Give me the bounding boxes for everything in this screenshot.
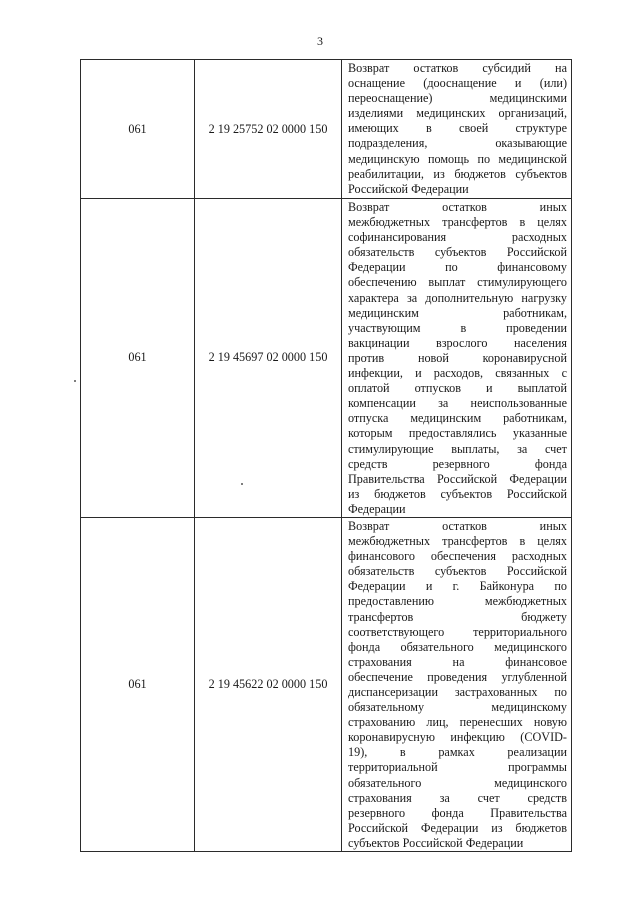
- description-line: 19), в рамках реализации: [348, 745, 567, 760]
- description-line: страхования на финансовое: [348, 654, 567, 669]
- description-line: страхования за счет средств: [348, 790, 567, 805]
- description-line: Федерации: [348, 501, 406, 516]
- budget-code-cell: 2 19 45622 02 0000 150: [195, 517, 342, 851]
- budget-code-cell: 2 19 45697 02 0000 150: [195, 199, 342, 518]
- description-line: оснащение (дооснащение и (или): [348, 76, 567, 91]
- description-cell: [342, 517, 572, 851]
- table-row: [81, 517, 572, 851]
- description-line: изделиями медицинских организаций,: [348, 106, 567, 121]
- description-line: из бюджетов субъектов Российской: [348, 486, 567, 501]
- description-line: обязательств субъектов Российской: [348, 245, 567, 260]
- description-line: резервного фонда Правительства: [348, 805, 567, 820]
- description-line: компенсации за неиспользованные: [348, 396, 567, 411]
- description-line: финансового обеспечения расходных: [348, 549, 567, 564]
- description-line: Федерации по финансовому: [348, 260, 567, 275]
- administrator-code-cell: 061: [81, 199, 195, 518]
- description-line: обязательного медицинского: [348, 775, 567, 790]
- page-number: 3: [317, 34, 323, 48]
- description-line: обеспечение проведения углубленной: [348, 669, 567, 684]
- table-row: [81, 199, 572, 518]
- description-line: инфекции, и расходов, связанных с: [348, 366, 567, 381]
- description-line: имеющих в своей структуре: [348, 121, 567, 136]
- description-line: трансфертов бюджету: [348, 609, 567, 624]
- description-cell: [342, 199, 572, 518]
- description-line: Возврат остатков иных: [348, 200, 567, 214]
- description-line: характера за дополнительную нагрузку: [348, 290, 567, 305]
- description-line: Российской Федерации из бюджетов: [348, 820, 567, 835]
- description-line: подразделения, оказывающие: [348, 136, 567, 151]
- description-line: переоснащение) медицинскими: [348, 91, 567, 106]
- description-cell: [342, 60, 572, 199]
- description-line: медицинским работникам,: [348, 305, 567, 320]
- description-line: Российской Федерации: [348, 181, 469, 196]
- description-line: межбюджетных трансфертов в целях: [348, 534, 567, 549]
- description-line: медицинскую помощь по медицинской: [348, 151, 567, 166]
- description-line: Возврат остатков субсидий на: [348, 61, 567, 75]
- description-line: обязательств субъектов Российской: [348, 564, 567, 579]
- description-line: субъектов Российской Федерации: [348, 835, 524, 850]
- description-line: стимулирующие выплаты, за счет: [348, 441, 567, 456]
- description-line: предоставлению межбюджетных: [348, 594, 567, 609]
- description-line: коронавирусную инфекцию (COVID-: [348, 730, 567, 745]
- budget-code-cell: 2 19 25752 02 0000 150: [195, 60, 342, 199]
- description-line: участвующим в проведении: [348, 320, 567, 335]
- administrator-code-cell: 061: [81, 60, 195, 199]
- description-line: фонда обязательного медицинского: [348, 639, 567, 654]
- description-line: софинансирования расходных: [348, 230, 567, 245]
- description-line: диспансеризации застрахованных по: [348, 685, 567, 699]
- description-line: Федерации и г. Байконура по: [348, 579, 567, 594]
- description-line: оплатой отпусков и выплатой: [348, 381, 567, 396]
- description-line: отпуска медицинским работникам,: [348, 411, 567, 426]
- description-line: против новой коронавирусной: [348, 350, 567, 365]
- description-line: средств резервного фонда: [348, 456, 567, 471]
- description-line: обязательному медицинскому: [348, 700, 567, 715]
- description-line: реабилитации, из бюджетов субъектов: [348, 166, 567, 181]
- description-line: страхованию лиц, перенесших новую: [348, 715, 567, 730]
- description-line: межбюджетных трансфертов в целях: [348, 215, 567, 230]
- budget-classification-table: [80, 59, 572, 852]
- description-line: территориальной программы: [348, 760, 567, 775]
- description-line: Правительства Российской Федерации: [348, 471, 567, 486]
- administrator-code-cell: 061: [81, 517, 195, 851]
- scan-speck: [241, 483, 243, 485]
- table-row: [81, 60, 572, 199]
- description-line: обеспечению выплат стимулирующего: [348, 275, 567, 290]
- description-line: Возврат остатков иных: [348, 518, 567, 533]
- description-line: вакцинации взрослого населения: [348, 335, 567, 350]
- scan-speck: [74, 380, 76, 382]
- description-line: которым предоставлялись указанные: [348, 426, 567, 441]
- description-line: соответствующего территориального: [348, 624, 567, 639]
